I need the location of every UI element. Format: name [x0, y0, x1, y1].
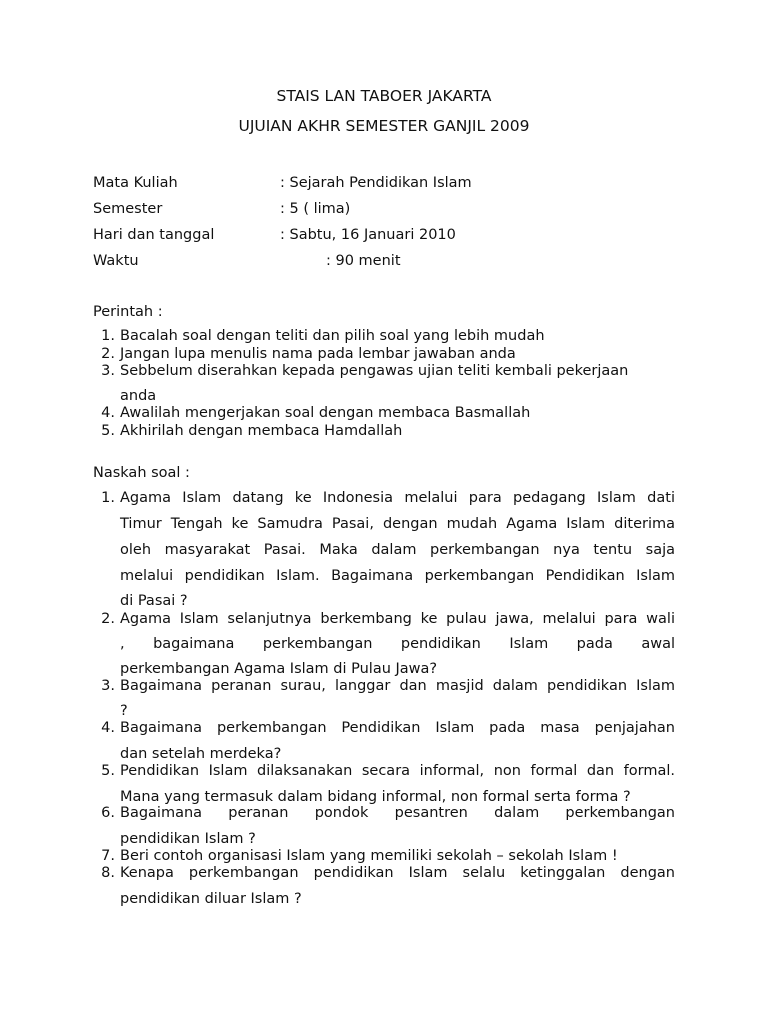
- instruction-number: 4.: [101, 405, 115, 421]
- question-line: Agama Islam selanjutnya berkembang ke pulau jawa, melalui para wali: [120, 611, 675, 627]
- question-number: 6.: [101, 805, 115, 821]
- instructions-label: Perintah :: [93, 304, 163, 320]
- question-line: pendidikan Islam ?: [120, 831, 256, 847]
- question-number: 8.: [101, 865, 115, 881]
- instruction-number: 1.: [101, 328, 115, 344]
- question-number: 5.: [101, 763, 115, 779]
- question-line: oleh masyarakat Pasai. Maka dalam perkembangan nya tentu saja: [120, 542, 675, 558]
- question-number: 7.: [101, 848, 115, 864]
- question-line: di Pasai ?: [120, 593, 188, 609]
- instruction-line: Sebbelum diserahkan kepada pengawas ujian teliti kembali pekerjaan: [120, 363, 629, 379]
- course-label: Mata Kuliah: [93, 175, 178, 191]
- question-number: 4.: [101, 720, 115, 736]
- question-number: 1.: [101, 490, 115, 506]
- date-label: Hari dan tanggal: [93, 227, 215, 243]
- instruction-line: Awalilah mengerjakan soal dengan membaca Basmallah: [120, 405, 531, 421]
- question-line: , bagaimana perkembangan pendidikan Islam pada awal: [120, 636, 675, 652]
- instruction-line: Bacalah soal dengan teliti dan pilih soal yang lebih mudah: [120, 328, 545, 344]
- instruction-number: 2.: [101, 346, 115, 362]
- question-number: 2.: [101, 611, 115, 627]
- instruction-number: 5.: [101, 423, 115, 439]
- instruction-line: Jangan lupa menulis nama pada lembar jawaban anda: [120, 346, 516, 362]
- exam-title: UJUIAN AKHR SEMESTER GANJIL 2009: [238, 117, 530, 135]
- question-line: ?: [120, 703, 128, 719]
- question-line: Agama Islam datang ke Indonesia melalui para pedagang Islam dati: [120, 490, 675, 506]
- semester-value: : 5 ( lima): [280, 201, 351, 217]
- question-line: melalui pendidikan Islam. Bagaimana perkembangan Pendidikan Islam: [120, 568, 675, 584]
- time-label: Waktu: [93, 253, 139, 269]
- instruction-line: anda: [120, 388, 157, 404]
- question-line: Kenapa perkembangan pendidikan Islam selalu ketinggalan dengan: [120, 865, 675, 881]
- course-value: : Sejarah Pendidikan Islam: [280, 175, 472, 191]
- questions-label: Naskah soal :: [93, 465, 190, 481]
- question-line: Bagaimana perkembangan Pendidikan Islam pada masa penjajahan: [120, 720, 675, 736]
- question-line: Beri contoh organisasi Islam yang memiliki sekolah – sekolah Islam !: [120, 848, 618, 864]
- instruction-line: Akhirilah dengan membaca Hamdallah: [120, 423, 403, 439]
- question-line: Mana yang termasuk dalam bidang informal, non formal serta forma ?: [120, 789, 631, 805]
- instruction-number: 3.: [101, 363, 115, 379]
- question-number: 3.: [101, 678, 115, 694]
- question-line: perkembangan Agama Islam di Pulau Jawa?: [120, 661, 438, 677]
- question-line: dan setelah merdeka?: [120, 746, 282, 762]
- date-value: : Sabtu, 16 Januari 2010: [280, 227, 456, 243]
- time-value: : 90 menit: [326, 253, 401, 269]
- question-line: Timur Tengah ke Samudra Pasai, dengan mudah Agama Islam diterima: [120, 516, 675, 532]
- question-line: Bagaimana peranan surau, langgar dan masjid dalam pendidikan Islam: [120, 678, 675, 694]
- question-line: pendidikan diluar Islam ?: [120, 891, 302, 907]
- question-line: Pendidikan Islam dilaksanakan secara informal, non formal dan formal.: [120, 763, 675, 779]
- institution-title: STAIS LAN TABOER JAKARTA: [276, 87, 492, 105]
- semester-label: Semester: [93, 201, 163, 217]
- question-line: Bagaimana peranan pondok pesantren dalam perkembangan: [120, 805, 675, 821]
